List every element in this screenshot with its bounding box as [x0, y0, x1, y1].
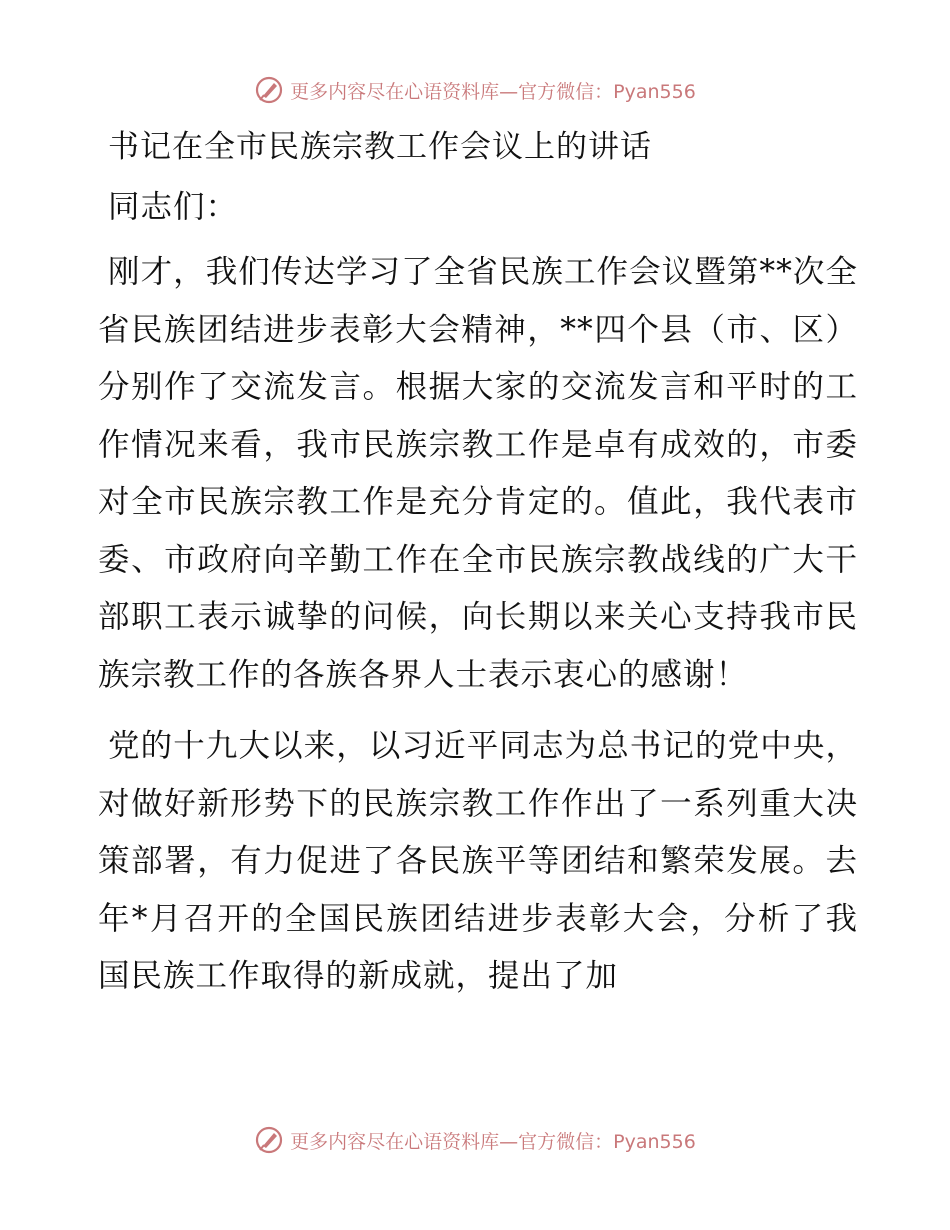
- quill-pen-logo-icon: [254, 75, 284, 105]
- paragraph-1: 刚才，我们传达学习了全省民族工作会议暨第**次全省民族团结进步表彰大会精神，**四个县（市、区）分别作了交流发言。根据大家的交流发言和平时的工作情况来看，我市民族宗教工作是卓有成效的，市委对全市民族宗教工作是充分肯定的。值此，我代表市委、市政府向辛勤工作在全市民族宗教战线的广大干部职工表示诚挚的问候，向长期以来关心支持我市民族宗教工作的各族各界人士表示衷心的感谢！: [98, 254, 858, 693]
- header-watermark-banner: [0, 72, 950, 108]
- footer-watermark-banner: [0, 1122, 950, 1158]
- document-body: [98, 124, 858, 1006]
- paragraph-2: 党的十九大以来，以习近平同志为总书记的党中央，对做好新形势下的民族宗教工作作出了一系列重大决策部署，有力促进了各民族平等团结和繁荣发展。去年*月召开的全国民族团结进步表彰大会，分析了我国民族工作取得的新成就，提出了加: [98, 728, 858, 994]
- document-title: 书记在全市民族宗教工作会议上的讲话: [108, 129, 652, 165]
- salutation: 同志们：: [108, 189, 239, 225]
- footer-watermark-text: 更多内容尽在心语资料库—官方微信：Pyan556: [290, 1130, 696, 1153]
- header-watermark-text: 更多内容尽在心语资料库—官方微信：Pyan556: [290, 80, 696, 103]
- quill-pen-logo-icon: [254, 1125, 284, 1155]
